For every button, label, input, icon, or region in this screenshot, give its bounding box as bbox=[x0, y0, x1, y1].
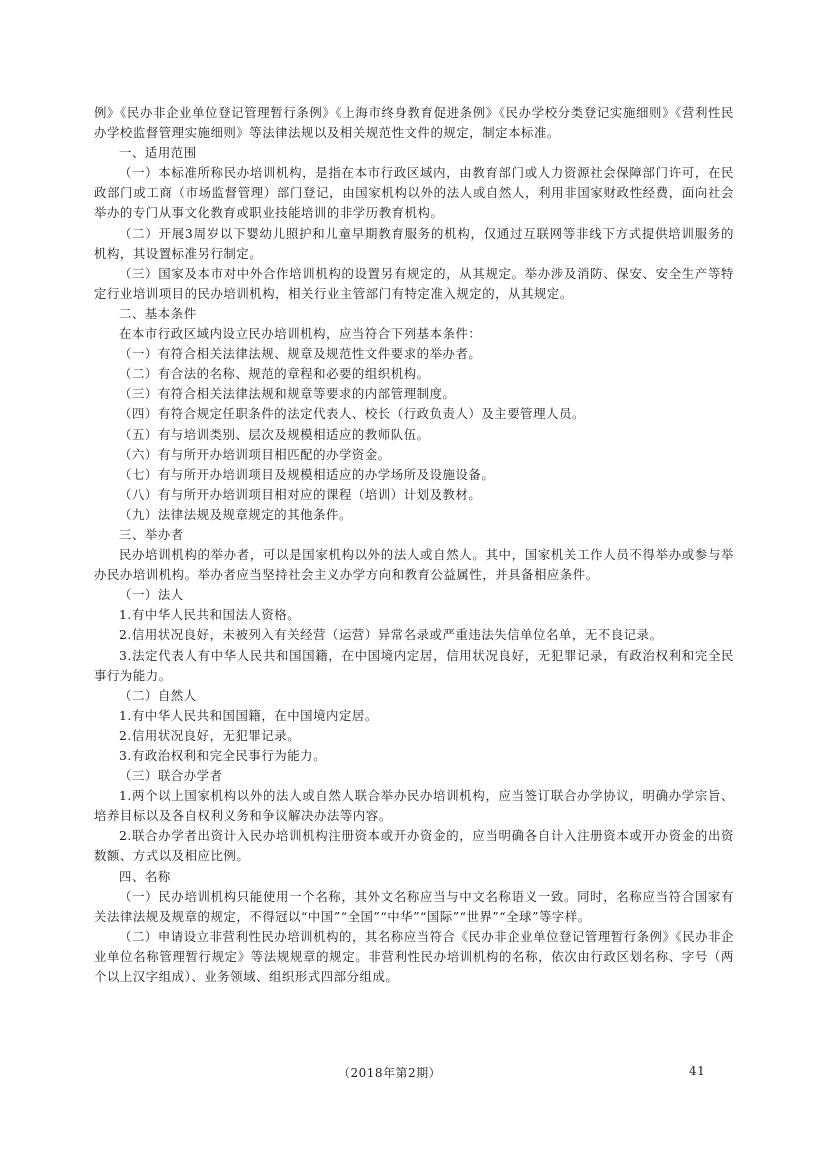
footer-issue-label: （2018年第2期） bbox=[338, 1066, 442, 1080]
paragraph: 二、基本条件 bbox=[119, 305, 197, 321]
paragraph: 在本市行政区域内设立民办培训机构，应当符合下列基本条件： bbox=[119, 326, 482, 342]
paragraph: （七）有与所开办培训项目及规模相适应的办学场所及设施设备。 bbox=[119, 466, 495, 482]
paragraph: （一）法人 bbox=[119, 587, 184, 603]
document-body bbox=[94, 103, 734, 987]
paragraph: （八）有与所开办培训项目相对应的课程（培训）计划及教材。 bbox=[119, 486, 482, 502]
paragraph: （一）民办培训机构只能使用一个名称，其外文名称应当与中文名称语义一致。同时，名称应当符合国家有关法律法规及规章的规定，不得冠以“中国”“全国”“中华”“国际”“世界”“全球”等字样。 bbox=[94, 888, 734, 924]
paragraph: （三）有符合相关法律法规和规章等要求的内部管理制度。 bbox=[119, 386, 456, 402]
page-footer bbox=[0, 1064, 827, 1084]
paragraph: 民办培训机构的举办者，可以是国家机构以外的法人或自然人。其中，国家机关工作人员不得举办或参与举办民办培训机构。举办者应当坚持社会主义办学方向和教育公益属性，并具备相应条件。 bbox=[94, 547, 734, 583]
paragraph: 2.联合办学者出资计入民办培训机构注册资本或开办资金的，应当明确各自计入注册资本或开办资金的出资数额、方式以及相应比例。 bbox=[94, 828, 734, 864]
paragraph: （二）有合法的名称、规范的章程和必要的组织机构。 bbox=[119, 366, 430, 382]
paragraph: （九）法律法规及规章规定的其他条件。 bbox=[119, 506, 352, 522]
paragraph: （一）有符合相关法律法规、规章及规范性文件要求的举办者。 bbox=[119, 346, 482, 362]
paragraph: 1.有中华人民共和国国籍，在中国境内定居。 bbox=[119, 707, 378, 723]
paragraph: 例》《民办非企业单位登记管理暂行条例》《上海市终身教育促进条例》《民办学校分类登记实施细则》《营利性民办学校监督管理实施细则》等法律法规以及相关规范性文件的规定，制定本标准。 bbox=[94, 105, 734, 141]
paragraph: （四）有符合规定任职条件的法定代表人、校长（行政负责人）及主要管理人员。 bbox=[119, 406, 585, 422]
paragraph: （三）国家及本市对中外合作培训机构的设置另有规定的，从其规定。举办涉及消防、保安、安全生产等特定行业培训项目的民办培训机构，相关行业主管部门有特定准入规定的，从其规定。 bbox=[94, 265, 734, 301]
paragraph: 四、名称 bbox=[119, 868, 171, 884]
paragraph: （二）自然人 bbox=[119, 687, 197, 703]
paragraph: 3.有政治权利和完全民事行为能力。 bbox=[119, 748, 327, 763]
paragraph: 3.法定代表人有中华人民共和国国籍，在中国境内定居，信用状况良好，无犯罪记录，有政治权利和完全民事行为能力。 bbox=[94, 647, 734, 683]
paragraph: （二）开展3周岁以下婴幼儿照护和儿童早期教育服务的机构，仅通过互联网等非线下方式提供培训服务的机构，其设置标准另行制定。 bbox=[94, 225, 734, 261]
paragraph: 2.信用状况良好，无犯罪记录。 bbox=[119, 727, 301, 743]
paragraph: 三、举办者 bbox=[119, 526, 184, 542]
paragraph: （三）联合办学者 bbox=[119, 768, 223, 784]
paragraph: 2.信用状况良好，未被列入有关经营（运营）异常名录或严重违法失信单位名单，无不良记录。 bbox=[119, 627, 663, 643]
paragraph: 1.有中华人民共和国法人资格。 bbox=[119, 607, 301, 623]
paragraph: 一、适用范围 bbox=[119, 145, 197, 161]
paragraph: （六）有与所开办培训项目相匹配的办学资金。 bbox=[119, 446, 391, 462]
paragraph: （二）申请设立非营利性民办培训机构的，其名称应当符合《民办非企业单位登记管理暂行条例》《民办非企业单位名称管理暂行规定》等法规规章的规定。非营利性民办培训机构的名称，依次由行政区划名称、字号（两个以上汉字组成）、业务领域、组织形式四部分组成。 bbox=[94, 928, 734, 985]
paragraph: （五）有与培训类别、层次及规模相适应的教师队伍。 bbox=[119, 426, 430, 442]
paragraph: 1.两个以上国家机构以外的法人或自然人联合举办民办培训机构，应当签订联合办学协议，明确办学宗旨、培养目标以及各自权利义务和争议解决办法等内容。 bbox=[94, 788, 734, 824]
footer-page-number: 41 bbox=[689, 1064, 706, 1078]
paragraph: （一）本标准所称民办培训机构，是指在本市行政区域内，由教育部门或人力资源社会保障部门许可，在民政部门或工商（市场监督管理）部门登记，由国家机构以外的法人或自然人，利用非国家财政性经费，面向社会举办的专门从事文化教育或职业技能培训的非学历教育机构。 bbox=[94, 165, 734, 221]
